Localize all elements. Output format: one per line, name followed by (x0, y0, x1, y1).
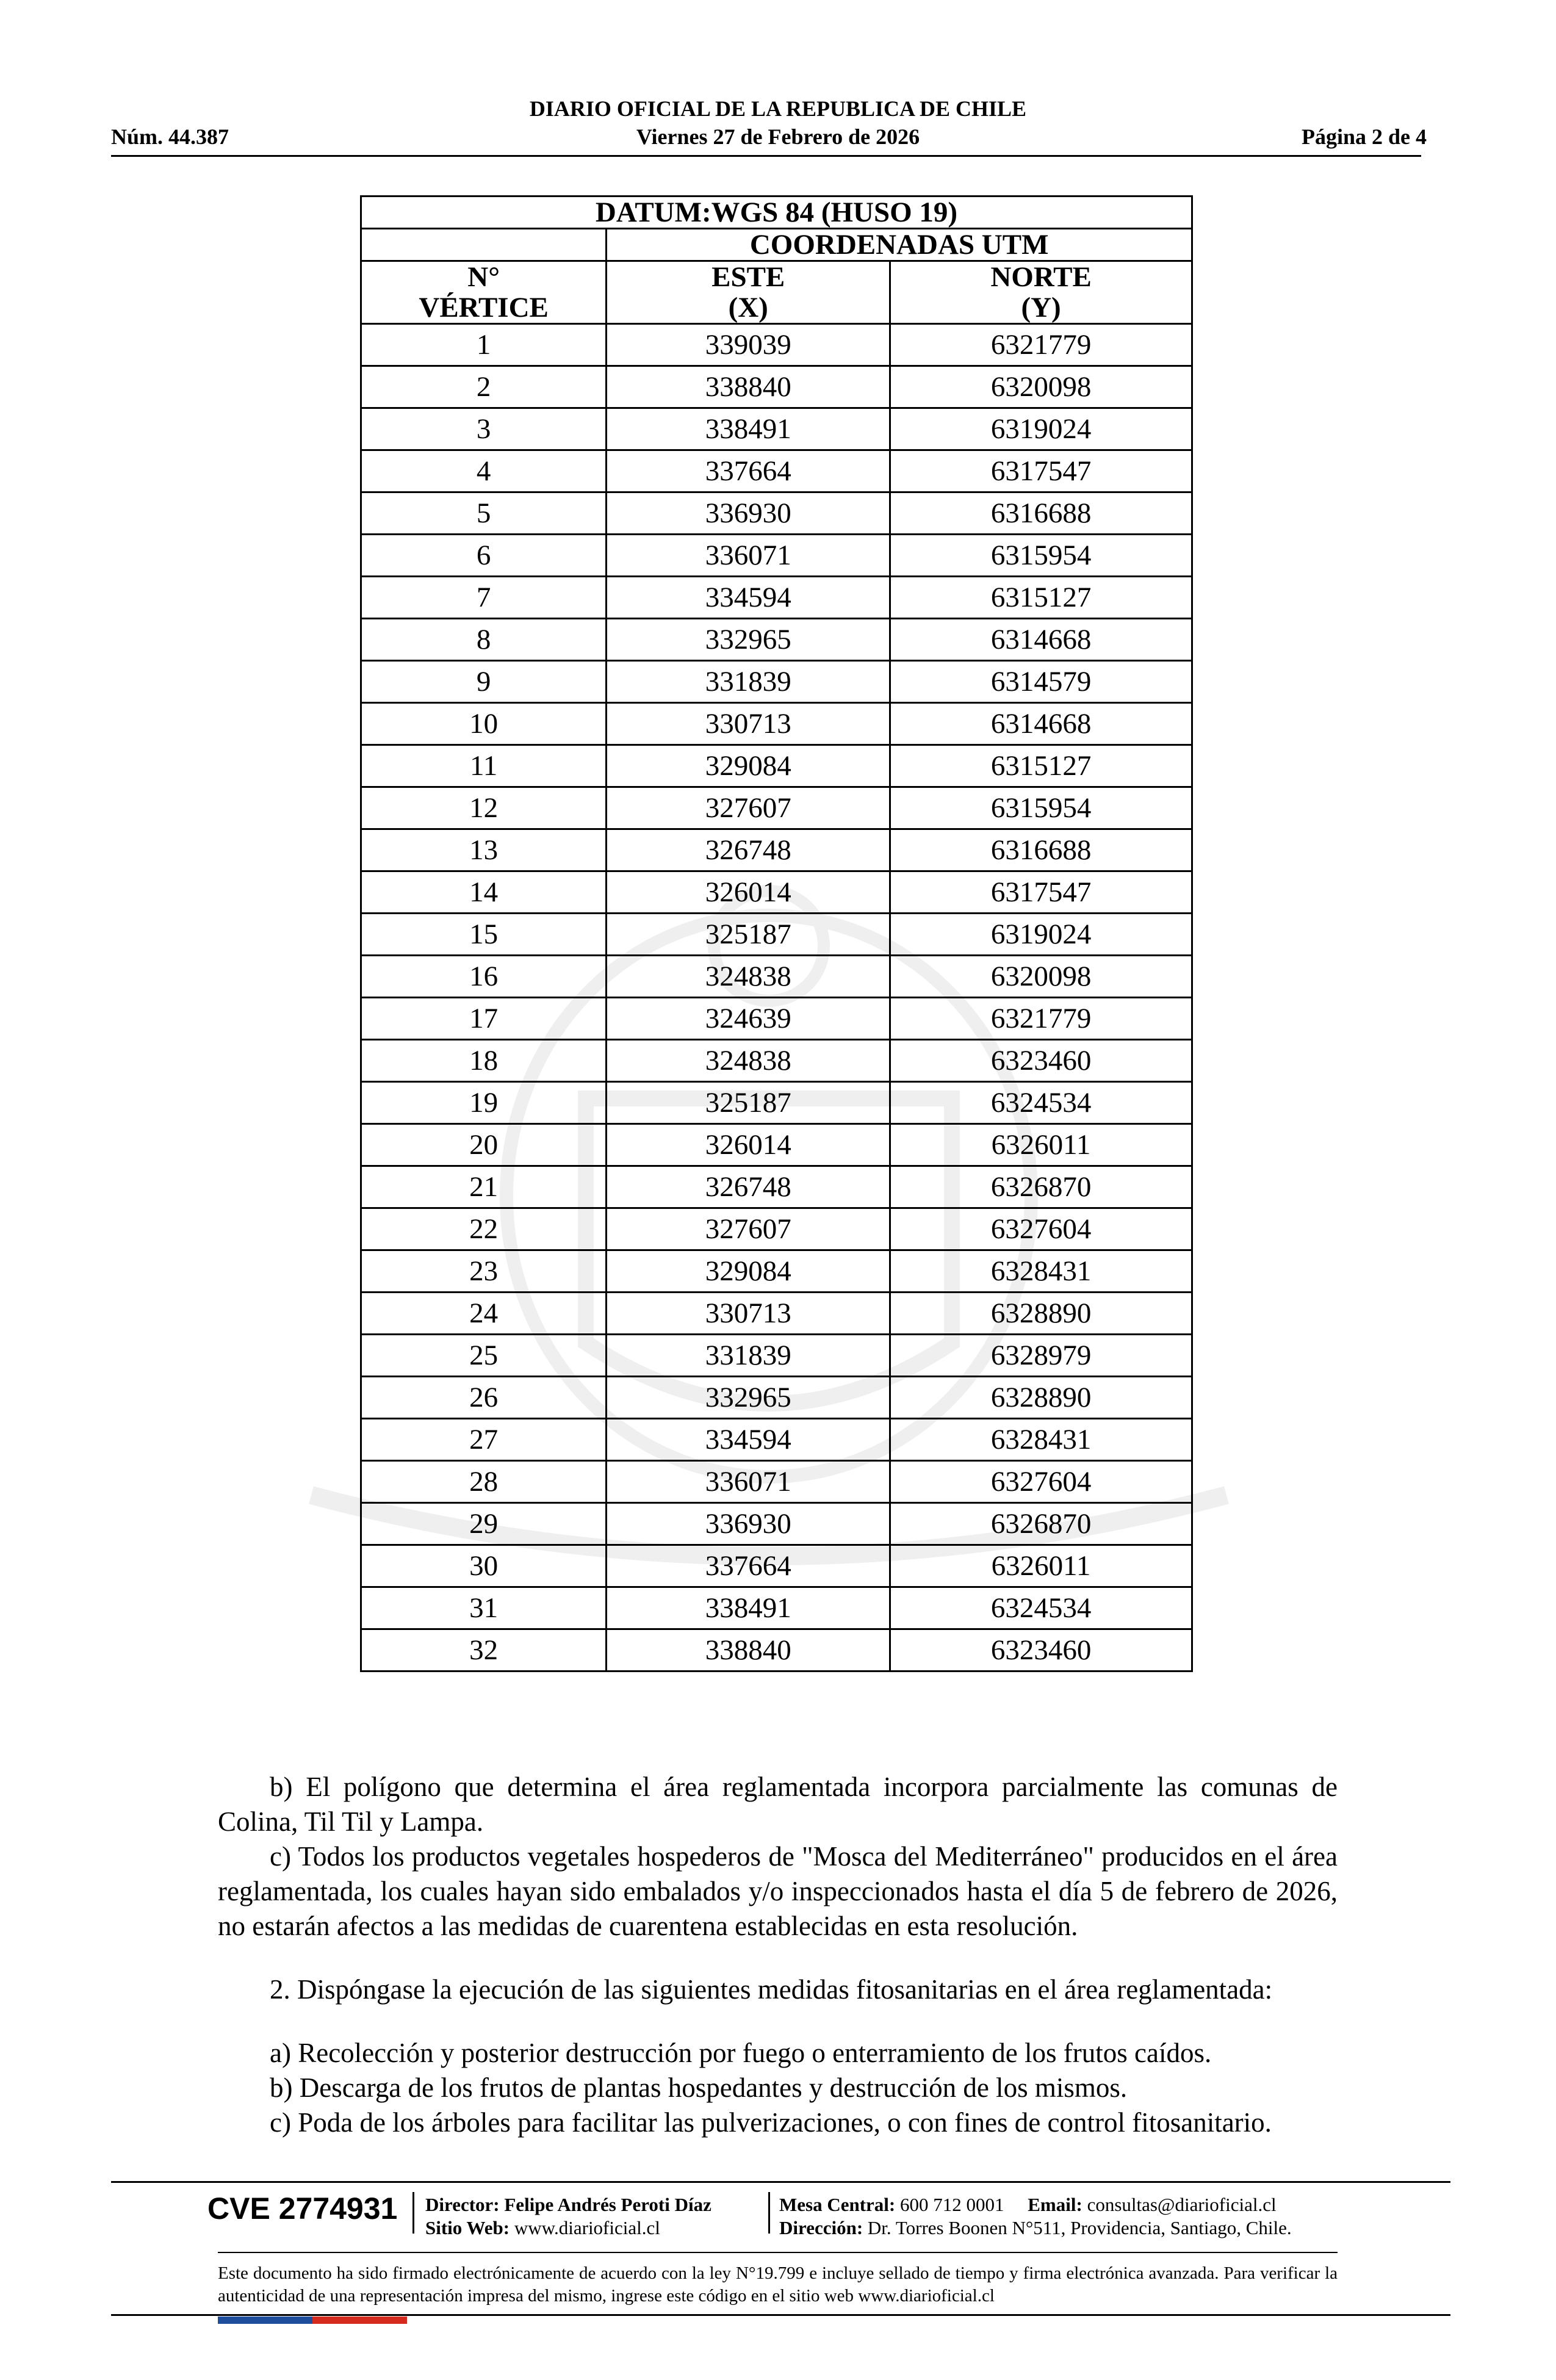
este-cell: 338491 (607, 408, 890, 450)
address-label: Dirección: (779, 2217, 863, 2238)
paragraph-2: 2. Dispóngase la ejecución de las siguientes medidas fitosanitarias en el área reglamentada: (270, 1974, 1273, 2005)
table-row (361, 1503, 1192, 1545)
issue-number: Núm. 44.387 (111, 124, 229, 149)
norte-cell: 6327604 (890, 1461, 1192, 1503)
este-cell: 332965 (607, 1377, 890, 1419)
vertex-cell: 21 (361, 1166, 607, 1208)
este-cell: 331839 (607, 661, 890, 703)
norte-cell: 6323460 (890, 1040, 1192, 1082)
vertex-cell: 26 (361, 1377, 607, 1419)
measure-c: c) Poda de los árboles para facilitar las pulverizaciones, o con fines de control fitosanitario. (270, 2107, 1272, 2138)
website-label: Sitio Web: (425, 2217, 510, 2238)
norte-cell: 6314668 (890, 703, 1192, 745)
este-cell: 338840 (607, 1629, 890, 1671)
table-row (361, 1545, 1192, 1587)
table-row (361, 956, 1192, 998)
norte-cell: 6320098 (890, 366, 1192, 408)
mesa-label: Mesa Central: (779, 2194, 896, 2215)
table-row (361, 871, 1192, 914)
table-row (361, 535, 1192, 577)
norte-cell: 6324534 (890, 1082, 1192, 1124)
norte-cell: 6315954 (890, 787, 1192, 829)
este-cell: 336071 (607, 1461, 890, 1503)
flag-stripe-blue (218, 2317, 312, 2324)
table-row (361, 619, 1192, 661)
newspaper-title: DIARIO OFICIAL DE LA REPUBLICA DE CHILE (529, 96, 1027, 121)
este-cell: 336930 (607, 1503, 890, 1545)
este-column-header (607, 261, 890, 324)
paragraph-b: b) El polígono que determina el área reglamentada incorpora parcialmente las comunas de Colina, Til Til y Lampa. (218, 1772, 1338, 1837)
measure-b: b) Descarga de los frutos de plantas hospedantes y destrucción de los mismos. (270, 2072, 1128, 2103)
coordinates-table-body (361, 324, 1192, 1671)
vertex-cell: 11 (361, 745, 607, 787)
empty-header-cell (361, 229, 607, 261)
footer-inner-divider (218, 2252, 1338, 2253)
este-header-line2: (X) (728, 292, 768, 323)
este-cell: 337664 (607, 1545, 890, 1587)
este-cell: 338840 (607, 366, 890, 408)
table-row (361, 914, 1192, 956)
vertex-cell: 5 (361, 492, 607, 535)
mesa-phone: 600 712 0001 (900, 2194, 1004, 2215)
coordinates-table (360, 195, 1193, 1672)
norte-header-line2: (Y) (1021, 292, 1061, 323)
vertex-cell: 17 (361, 998, 607, 1040)
website-link[interactable]: www.diarioficial.cl (514, 2217, 660, 2238)
vertex-cell: 29 (361, 1503, 607, 1545)
page-indicator: Página 2 de 4 (1301, 124, 1427, 149)
norte-cell: 6314579 (890, 661, 1192, 703)
este-cell: 326014 (607, 871, 890, 914)
norte-cell: 6320098 (890, 956, 1192, 998)
vertex-cell: 28 (361, 1461, 607, 1503)
vertex-cell: 30 (361, 1545, 607, 1587)
este-cell: 337664 (607, 450, 890, 492)
table-row (361, 787, 1192, 829)
norte-header-line1: NORTE (990, 261, 1092, 293)
table-row (361, 408, 1192, 450)
este-cell: 326748 (607, 829, 890, 871)
este-cell: 336930 (607, 492, 890, 535)
vertex-cell: 14 (361, 871, 607, 914)
norte-cell: 6321779 (890, 324, 1192, 366)
utm-group-header: COORDENADAS UTM (607, 229, 1192, 261)
vertex-cell: 18 (361, 1040, 607, 1082)
table-row (361, 1293, 1192, 1335)
vertex-cell: 4 (361, 450, 607, 492)
este-cell: 334594 (607, 1419, 890, 1461)
vertex-cell: 6 (361, 535, 607, 577)
norte-cell: 6315127 (890, 745, 1192, 787)
table-row (361, 1040, 1192, 1082)
resolution-body (218, 1770, 1338, 2140)
norte-cell: 6326870 (890, 1503, 1192, 1545)
vertex-cell: 13 (361, 829, 607, 871)
table-row (361, 366, 1192, 408)
table-row (361, 492, 1192, 535)
table-row (361, 1250, 1192, 1293)
address-value: Dr. Torres Boonen N°511, Providencia, Santiago, Chile. (867, 2217, 1292, 2238)
vertex-cell: 8 (361, 619, 607, 661)
table-row (361, 703, 1192, 745)
norte-cell: 6324534 (890, 1587, 1192, 1629)
email-link[interactable]: consultas@diarioficial.cl (1087, 2194, 1277, 2215)
norte-cell: 6317547 (890, 871, 1192, 914)
table-row (361, 1208, 1192, 1250)
footer-director-block (425, 2193, 711, 2240)
norte-cell: 6328979 (890, 1335, 1192, 1377)
table-header-row (361, 229, 1192, 261)
table-row (361, 829, 1192, 871)
table-row (361, 1419, 1192, 1461)
este-cell: 324838 (607, 1040, 890, 1082)
vertex-cell: 16 (361, 956, 607, 998)
norte-cell: 6328890 (890, 1377, 1192, 1419)
vertex-cell: 20 (361, 1124, 607, 1166)
vertex-cell: 7 (361, 577, 607, 619)
norte-cell: 6316688 (890, 829, 1192, 871)
issue-date: Viernes 27 de Febrero de 2026 (636, 124, 920, 149)
vertex-cell: 31 (361, 1587, 607, 1629)
table-row (361, 577, 1192, 619)
table-row (361, 1166, 1192, 1208)
cve-code: CVE 2774931 (207, 2191, 398, 2226)
norte-cell: 6314668 (890, 619, 1192, 661)
table-row (361, 450, 1192, 492)
norte-cell: 6317547 (890, 450, 1192, 492)
este-cell: 324838 (607, 956, 890, 998)
este-cell: 329084 (607, 1250, 890, 1293)
footer-separator (768, 2192, 770, 2234)
este-cell: 338491 (607, 1587, 890, 1629)
vertex-cell: 15 (361, 914, 607, 956)
norte-cell: 6327604 (890, 1208, 1192, 1250)
director-name: Felipe Andrés Peroti Díaz (504, 2194, 711, 2215)
norte-cell: 6315954 (890, 535, 1192, 577)
signature-note: Este documento ha sido firmado electrónicamente de acuerdo con la ley N°19.799 e incluye sellado de tiempo y firma electrónica avanzada. Para verificar la autenticidad de una representación impresa del mismo, ingrese este código en el sitio web www.diarioficial.cl (218, 2263, 1338, 2306)
vertex-cell: 23 (361, 1250, 607, 1293)
norte-cell: 6323460 (890, 1629, 1192, 1671)
table-row (361, 745, 1192, 787)
este-cell: 331839 (607, 1335, 890, 1377)
vertex-cell: 12 (361, 787, 607, 829)
este-cell: 330713 (607, 1293, 890, 1335)
este-cell: 330713 (607, 703, 890, 745)
vertex-cell: 32 (361, 1629, 607, 1671)
norte-cell: 6315127 (890, 577, 1192, 619)
vertex-cell: 24 (361, 1293, 607, 1335)
este-cell: 327607 (607, 787, 890, 829)
table-row (361, 1082, 1192, 1124)
table-row (361, 1587, 1192, 1629)
norte-cell: 6321779 (890, 998, 1192, 1040)
vertex-header-line1: N° (467, 261, 500, 293)
este-cell: 326014 (607, 1124, 890, 1166)
table-header-row (361, 261, 1192, 324)
table-row (361, 324, 1192, 366)
norte-column-header (890, 261, 1192, 324)
vertex-cell: 1 (361, 324, 607, 366)
table-row (361, 1335, 1192, 1377)
norte-cell: 6328431 (890, 1419, 1192, 1461)
header-divider (111, 155, 1421, 157)
table-row (361, 1461, 1192, 1503)
email-label: Email: (1028, 2194, 1082, 2215)
este-cell: 324639 (607, 998, 890, 1040)
footer-divider (111, 2181, 1450, 2183)
vertex-cell: 2 (361, 366, 607, 408)
paragraph-c: c) Todos los productos vegetales hospederos de "Mosca del Mediterráneo" producidos en el área reglamentada, los cuales hayan sido embalados y/o inspeccionados hasta el día 5 de febrero de 2026, no estarán afectos a las medidas de cuarentena establecidas en esta resolución. (218, 1841, 1338, 1941)
este-cell: 336071 (607, 535, 890, 577)
norte-cell: 6326011 (890, 1545, 1192, 1587)
table-header-row (361, 197, 1192, 229)
datum-header: DATUM:WGS 84 (HUSO 19) (361, 197, 1192, 229)
norte-cell: 6319024 (890, 914, 1192, 956)
vertex-cell: 19 (361, 1082, 607, 1124)
este-cell: 325187 (607, 914, 890, 956)
vertex-cell: 22 (361, 1208, 607, 1250)
flag-stripe-red (312, 2317, 407, 2324)
este-cell: 334594 (607, 577, 890, 619)
footer-separator (412, 2192, 414, 2234)
vertex-cell: 10 (361, 703, 607, 745)
este-cell: 325187 (607, 1082, 890, 1124)
vertex-cell: 25 (361, 1335, 607, 1377)
este-cell: 339039 (607, 324, 890, 366)
table-row (361, 661, 1192, 703)
este-cell: 326748 (607, 1166, 890, 1208)
norte-cell: 6319024 (890, 408, 1192, 450)
norte-cell: 6328890 (890, 1293, 1192, 1335)
este-cell: 327607 (607, 1208, 890, 1250)
vertex-cell: 9 (361, 661, 607, 703)
table-row (361, 1124, 1192, 1166)
este-cell: 332965 (607, 619, 890, 661)
table-row (361, 998, 1192, 1040)
table-row (361, 1629, 1192, 1671)
este-header-line1: ESTE (711, 261, 785, 293)
footer-bottom-divider (111, 2314, 1450, 2316)
director-label: Director: (425, 2194, 500, 2215)
norte-cell: 6326011 (890, 1124, 1192, 1166)
vertex-cell: 3 (361, 408, 607, 450)
vertex-header-line2: VÉRTICE (419, 292, 549, 323)
footer-contact-block (779, 2193, 1292, 2240)
measure-a: a) Recolección y posterior destrucción por fuego o enterramiento de los frutos caídos. (270, 2038, 1212, 2068)
norte-cell: 6316688 (890, 492, 1192, 535)
vertex-cell: 27 (361, 1419, 607, 1461)
vertex-column-header (361, 261, 607, 324)
norte-cell: 6326870 (890, 1166, 1192, 1208)
este-cell: 329084 (607, 745, 890, 787)
norte-cell: 6328431 (890, 1250, 1192, 1293)
table-row (361, 1377, 1192, 1419)
